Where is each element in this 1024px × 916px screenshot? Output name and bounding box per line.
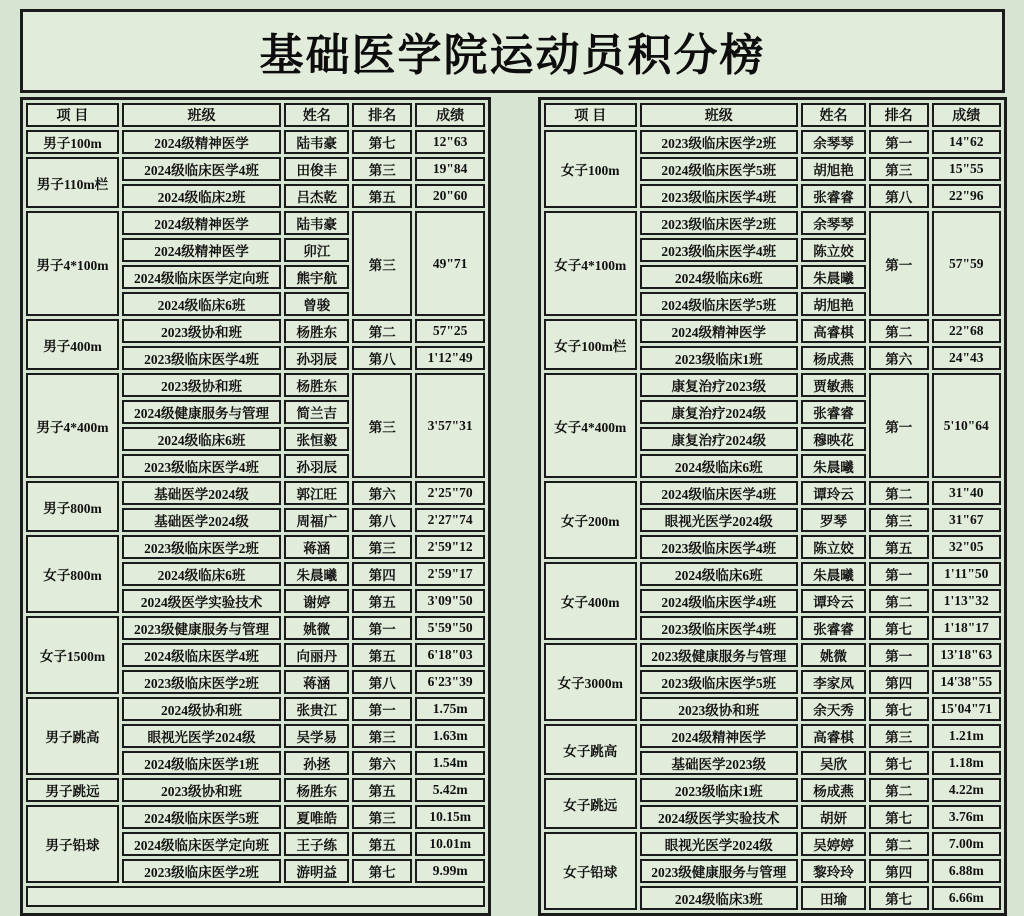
score-cell: 5.42m: [415, 778, 485, 802]
name-cell: 朱晨曦: [801, 562, 866, 586]
score-cell: 2'27"74: [415, 508, 485, 532]
name-cell: 蒋涵: [284, 670, 349, 694]
score-cell: 32"05: [932, 535, 1001, 559]
table-row: [544, 832, 1001, 856]
name-cell: 黎玲玲: [801, 859, 866, 883]
rank-cell: 第二: [869, 589, 929, 613]
score-cell: 15'04"71: [932, 697, 1001, 721]
rank-cell: 第五: [352, 778, 412, 802]
name-cell: 向丽丹: [284, 643, 349, 667]
rank-cell: 第一: [869, 211, 929, 316]
header-cell: 排名: [352, 103, 412, 127]
name-cell: 朱晨曦: [801, 265, 866, 289]
class-cell: 2023级临床医学2班: [122, 859, 281, 883]
event-cell: 男子110m栏: [26, 157, 119, 208]
empty-row: [26, 886, 485, 907]
class-cell: 眼视光医学2024级: [122, 724, 281, 748]
name-cell: 周福广: [284, 508, 349, 532]
class-cell: 基础医学2023级: [640, 751, 798, 775]
rank-cell: 第三: [352, 805, 412, 829]
class-cell: 2024级精神医学: [640, 319, 798, 343]
table-row: [26, 373, 485, 397]
score-cell: 1'13"32: [932, 589, 1001, 613]
class-cell: 2023级协和班: [122, 373, 281, 397]
score-cell: 5'59"50: [415, 616, 485, 640]
rank-cell: 第四: [869, 670, 929, 694]
score-cell: 3'09"50: [415, 589, 485, 613]
name-cell: 陆韦豪: [284, 130, 349, 154]
rank-cell: 第六: [869, 346, 929, 370]
table-row: [26, 535, 485, 559]
table-row: [544, 562, 1001, 586]
title-box: [20, 9, 1005, 93]
name-cell: 陈立姣: [801, 535, 866, 559]
event-cell: 男子铅球: [26, 805, 119, 883]
class-cell: 2023级临床医学2班: [640, 211, 798, 235]
class-cell: 2023级临床1班: [640, 778, 798, 802]
score-cell: 1.75m: [415, 697, 485, 721]
score-cell: 1'18"17: [932, 616, 1001, 640]
table-row: [26, 616, 485, 640]
name-cell: 杨胜东: [284, 778, 349, 802]
score-cell: 31"67: [932, 508, 1001, 532]
event-cell: 女子100m栏: [544, 319, 637, 370]
class-cell: 2024级临床医学4班: [122, 643, 281, 667]
header-cell: 成绩: [415, 103, 485, 127]
name-cell: 曾骏: [284, 292, 349, 316]
name-cell: 田瑜: [801, 886, 866, 910]
rank-cell: 第三: [869, 724, 929, 748]
event-cell: 男子400m: [26, 319, 119, 370]
rank-cell: 第七: [869, 886, 929, 910]
rank-cell: 第五: [352, 643, 412, 667]
rank-cell: 第七: [869, 697, 929, 721]
class-cell: 2023级临床1班: [640, 346, 798, 370]
name-cell: 杨胜东: [284, 319, 349, 343]
right-table-frame: [538, 97, 1007, 916]
score-cell: 12"63: [415, 130, 485, 154]
right-score-table: [541, 100, 1004, 913]
class-cell: 眼视光医学2024级: [640, 832, 798, 856]
name-cell: 杨成燕: [801, 346, 866, 370]
score-cell: 24"43: [932, 346, 1001, 370]
rank-cell: 第五: [352, 184, 412, 208]
score-cell: 10.15m: [415, 805, 485, 829]
rank-cell: 第七: [869, 616, 929, 640]
name-cell: 高睿棋: [801, 319, 866, 343]
class-cell: 2023级临床医学2班: [122, 670, 281, 694]
class-cell: 2024级临床医学4班: [640, 589, 798, 613]
name-cell: 朱晨曦: [801, 454, 866, 478]
class-cell: 2023级临床医学4班: [640, 184, 798, 208]
class-cell: 2024级临床医学4班: [122, 157, 281, 181]
name-cell: 吴学易: [284, 724, 349, 748]
table-row: [544, 481, 1001, 505]
event-cell: 男子800m: [26, 481, 119, 532]
rank-cell: 第三: [352, 211, 412, 316]
rank-cell: 第八: [352, 670, 412, 694]
name-cell: 简兰吉: [284, 400, 349, 424]
name-cell: 贾敏燕: [801, 373, 866, 397]
table-row: [26, 157, 485, 181]
name-cell: 张恒毅: [284, 427, 349, 451]
rank-cell: 第二: [869, 319, 929, 343]
name-cell: 高睿棋: [801, 724, 866, 748]
name-cell: 谭玲云: [801, 481, 866, 505]
rank-cell: 第八: [869, 184, 929, 208]
score-cell: 6.66m: [932, 886, 1001, 910]
rank-cell: 第四: [869, 859, 929, 883]
class-cell: 2024级临床医学5班: [640, 292, 798, 316]
name-cell: 余琴琴: [801, 211, 866, 235]
score-cell: 15"55: [932, 157, 1001, 181]
event-cell: 女子跳远: [544, 778, 637, 829]
class-cell: 2024级临床6班: [122, 562, 281, 586]
header-cell: 成绩: [932, 103, 1001, 127]
rank-cell: 第二: [869, 832, 929, 856]
class-cell: 2024级精神医学: [122, 238, 281, 262]
event-cell: 女子1500m: [26, 616, 119, 694]
rank-cell: 第五: [352, 832, 412, 856]
table-row: [26, 697, 485, 721]
rank-cell: 第二: [869, 778, 929, 802]
name-cell: 姚微: [284, 616, 349, 640]
class-cell: 2024级临床6班: [122, 292, 281, 316]
class-cell: 2024级临床6班: [640, 562, 798, 586]
score-cell: 31"40: [932, 481, 1001, 505]
rank-cell: 第八: [352, 508, 412, 532]
name-cell: 陈立姣: [801, 238, 866, 262]
score-cell: 4.22m: [932, 778, 1001, 802]
score-cell: 19"84: [415, 157, 485, 181]
score-cell: 1.54m: [415, 751, 485, 775]
class-cell: 2024级临床医学5班: [640, 157, 798, 181]
tables-area: [20, 97, 1007, 916]
class-cell: 2023级健康服务与管理: [640, 859, 798, 883]
score-cell: 5'10"64: [932, 373, 1001, 478]
class-cell: 眼视光医学2024级: [640, 508, 798, 532]
class-cell: 2024级临床医学定向班: [122, 265, 281, 289]
name-cell: 穆映花: [801, 427, 866, 451]
class-cell: 2023级协和班: [122, 778, 281, 802]
name-cell: 陆韦豪: [284, 211, 349, 235]
name-cell: 李家凤: [801, 670, 866, 694]
table-row: [544, 373, 1001, 397]
table-row: [544, 724, 1001, 748]
name-cell: 谭玲云: [801, 589, 866, 613]
rank-cell: 第八: [352, 346, 412, 370]
class-cell: 2023级健康服务与管理: [640, 643, 798, 667]
rank-cell: 第四: [352, 562, 412, 586]
name-cell: 胡妍: [801, 805, 866, 829]
header-row: [544, 103, 1001, 127]
event-cell: 女子3000m: [544, 643, 637, 721]
rank-cell: 第一: [352, 697, 412, 721]
class-cell: 2023级临床医学2班: [122, 535, 281, 559]
rank-cell: 第一: [869, 643, 929, 667]
event-cell: 男子跳远: [26, 778, 119, 802]
score-cell: 6.88m: [932, 859, 1001, 883]
score-cell: 2'25"70: [415, 481, 485, 505]
class-cell: 2024级医学实验技术: [122, 589, 281, 613]
rank-cell: 第七: [352, 130, 412, 154]
event-cell: 女子4*400m: [544, 373, 637, 478]
rank-cell: 第六: [352, 751, 412, 775]
score-cell: 3.76m: [932, 805, 1001, 829]
name-cell: 张睿睿: [801, 616, 866, 640]
score-cell: 49"71: [415, 211, 485, 316]
score-cell: 7.00m: [932, 832, 1001, 856]
class-cell: 2023级临床医学4班: [122, 346, 281, 370]
name-cell: 谢婷: [284, 589, 349, 613]
class-cell: 2024级临床3班: [640, 886, 798, 910]
name-cell: 罗琴: [801, 508, 866, 532]
event-cell: 男子4*400m: [26, 373, 119, 478]
rank-cell: 第七: [352, 859, 412, 883]
left-score-table: [23, 100, 488, 910]
rank-cell: 第三: [352, 373, 412, 478]
event-cell: 女子800m: [26, 535, 119, 613]
page-title: 基础医学院运动员积分榜: [259, 31, 766, 80]
event-cell: 男子跳高: [26, 697, 119, 775]
rank-cell: 第一: [869, 562, 929, 586]
header-cell: 项 目: [26, 103, 119, 127]
score-cell: 57"59: [932, 211, 1001, 316]
class-cell: 2024级临床医学4班: [640, 481, 798, 505]
table-row: [544, 778, 1001, 802]
class-cell: 康复治疗2024级: [640, 427, 798, 451]
name-cell: 夏唯皓: [284, 805, 349, 829]
rank-cell: 第二: [352, 319, 412, 343]
score-cell: 1'11"50: [932, 562, 1001, 586]
score-cell: 13'18"63: [932, 643, 1001, 667]
name-cell: 朱晨曦: [284, 562, 349, 586]
class-cell: 2023级健康服务与管理: [122, 616, 281, 640]
table-row: [26, 211, 485, 235]
name-cell: 姚微: [801, 643, 866, 667]
score-cell: 1'12"49: [415, 346, 485, 370]
header-cell: 排名: [869, 103, 929, 127]
name-cell: 孙羽辰: [284, 346, 349, 370]
class-cell: 2024级临床2班: [122, 184, 281, 208]
table-row: [544, 211, 1001, 235]
score-cell: 2'59"17: [415, 562, 485, 586]
event-cell: 女子400m: [544, 562, 637, 640]
class-cell: 2023级临床医学4班: [122, 454, 281, 478]
table-row: [26, 130, 485, 154]
score-cell: 14'38"55: [932, 670, 1001, 694]
rank-cell: 第一: [869, 373, 929, 478]
rank-cell: 第六: [352, 481, 412, 505]
table-row: [26, 805, 485, 829]
table-row: [26, 319, 485, 343]
event-cell: 女子4*100m: [544, 211, 637, 316]
class-cell: 康复治疗2024级: [640, 400, 798, 424]
rank-cell: 第一: [352, 616, 412, 640]
name-cell: 卯江: [284, 238, 349, 262]
name-cell: 张睿睿: [801, 400, 866, 424]
score-cell: 22"68: [932, 319, 1001, 343]
score-cell: 3'57"31: [415, 373, 485, 478]
score-cell: 14"62: [932, 130, 1001, 154]
name-cell: 田俊丰: [284, 157, 349, 181]
event-cell: 女子铅球: [544, 832, 637, 910]
class-cell: 2024级精神医学: [122, 130, 281, 154]
score-cell: 1.18m: [932, 751, 1001, 775]
table-row: [26, 481, 485, 505]
class-cell: 2024级临床6班: [640, 265, 798, 289]
name-cell: 郭江旺: [284, 481, 349, 505]
class-cell: 基础医学2024级: [122, 508, 281, 532]
header-cell: 姓名: [284, 103, 349, 127]
name-cell: 熊宇航: [284, 265, 349, 289]
class-cell: 2024级健康服务与管理: [122, 400, 281, 424]
header-cell: 姓名: [801, 103, 866, 127]
name-cell: 游明益: [284, 859, 349, 883]
rank-cell: 第三: [352, 535, 412, 559]
header-cell: 班级: [122, 103, 281, 127]
table-row: [26, 778, 485, 802]
class-cell: 2023级临床医学4班: [640, 238, 798, 262]
class-cell: 2023级协和班: [122, 319, 281, 343]
rank-cell: 第七: [869, 805, 929, 829]
table-row: [544, 319, 1001, 343]
class-cell: 2024级临床6班: [122, 427, 281, 451]
name-cell: 孙拯: [284, 751, 349, 775]
class-cell: 2024级精神医学: [640, 724, 798, 748]
event-cell: 女子跳高: [544, 724, 637, 775]
score-cell: 22"96: [932, 184, 1001, 208]
rank-cell: 第三: [869, 508, 929, 532]
name-cell: 吕杰乾: [284, 184, 349, 208]
class-cell: 2023级临床医学4班: [640, 616, 798, 640]
class-cell: 2023级临床医学5班: [640, 670, 798, 694]
rank-cell: 第二: [869, 481, 929, 505]
score-cell: 6'18"03: [415, 643, 485, 667]
score-cell: 9.99m: [415, 859, 485, 883]
score-cell: 2'59"12: [415, 535, 485, 559]
name-cell: 胡旭艳: [801, 157, 866, 181]
score-cell: 1.63m: [415, 724, 485, 748]
table-row: [544, 643, 1001, 667]
name-cell: 张贵江: [284, 697, 349, 721]
class-cell: 2024级临床医学5班: [122, 805, 281, 829]
empty-cell: [26, 886, 485, 907]
name-cell: 余琴琴: [801, 130, 866, 154]
rank-cell: 第一: [869, 130, 929, 154]
score-cell: 10.01m: [415, 832, 485, 856]
event-cell: 女子200m: [544, 481, 637, 559]
event-cell: 女子100m: [544, 130, 637, 208]
name-cell: 王子练: [284, 832, 349, 856]
class-cell: 康复治疗2023级: [640, 373, 798, 397]
name-cell: 余天秀: [801, 697, 866, 721]
event-cell: 男子4*100m: [26, 211, 119, 316]
class-cell: 2024级精神医学: [122, 211, 281, 235]
left-table-frame: [20, 97, 491, 916]
name-cell: 吴婷婷: [801, 832, 866, 856]
header-cell: 班级: [640, 103, 798, 127]
class-cell: 2024级临床6班: [640, 454, 798, 478]
score-cell: 57"25: [415, 319, 485, 343]
rank-cell: 第三: [352, 724, 412, 748]
rank-cell: 第五: [869, 535, 929, 559]
rank-cell: 第三: [352, 157, 412, 181]
class-cell: 2023级临床医学2班: [640, 130, 798, 154]
class-cell: 2024级临床医学定向班: [122, 832, 281, 856]
name-cell: 胡旭艳: [801, 292, 866, 316]
rank-cell: 第七: [869, 751, 929, 775]
class-cell: 2024级医学实验技术: [640, 805, 798, 829]
header-cell: 项 目: [544, 103, 637, 127]
score-cell: 6'23"39: [415, 670, 485, 694]
name-cell: 吴欣: [801, 751, 866, 775]
rank-cell: 第五: [352, 589, 412, 613]
class-cell: 2024级协和班: [122, 697, 281, 721]
score-cell: 1.21m: [932, 724, 1001, 748]
name-cell: 杨胜东: [284, 373, 349, 397]
class-cell: 2023级临床医学4班: [640, 535, 798, 559]
event-cell: 男子100m: [26, 130, 119, 154]
rank-cell: 第三: [869, 157, 929, 181]
header-row: [26, 103, 485, 127]
class-cell: 2024级临床医学1班: [122, 751, 281, 775]
name-cell: 蒋涵: [284, 535, 349, 559]
class-cell: 基础医学2024级: [122, 481, 281, 505]
score-cell: 20"60: [415, 184, 485, 208]
class-cell: 2023级协和班: [640, 697, 798, 721]
name-cell: 杨成燕: [801, 778, 866, 802]
table-row: [544, 130, 1001, 154]
name-cell: 孙羽辰: [284, 454, 349, 478]
name-cell: 张睿睿: [801, 184, 866, 208]
